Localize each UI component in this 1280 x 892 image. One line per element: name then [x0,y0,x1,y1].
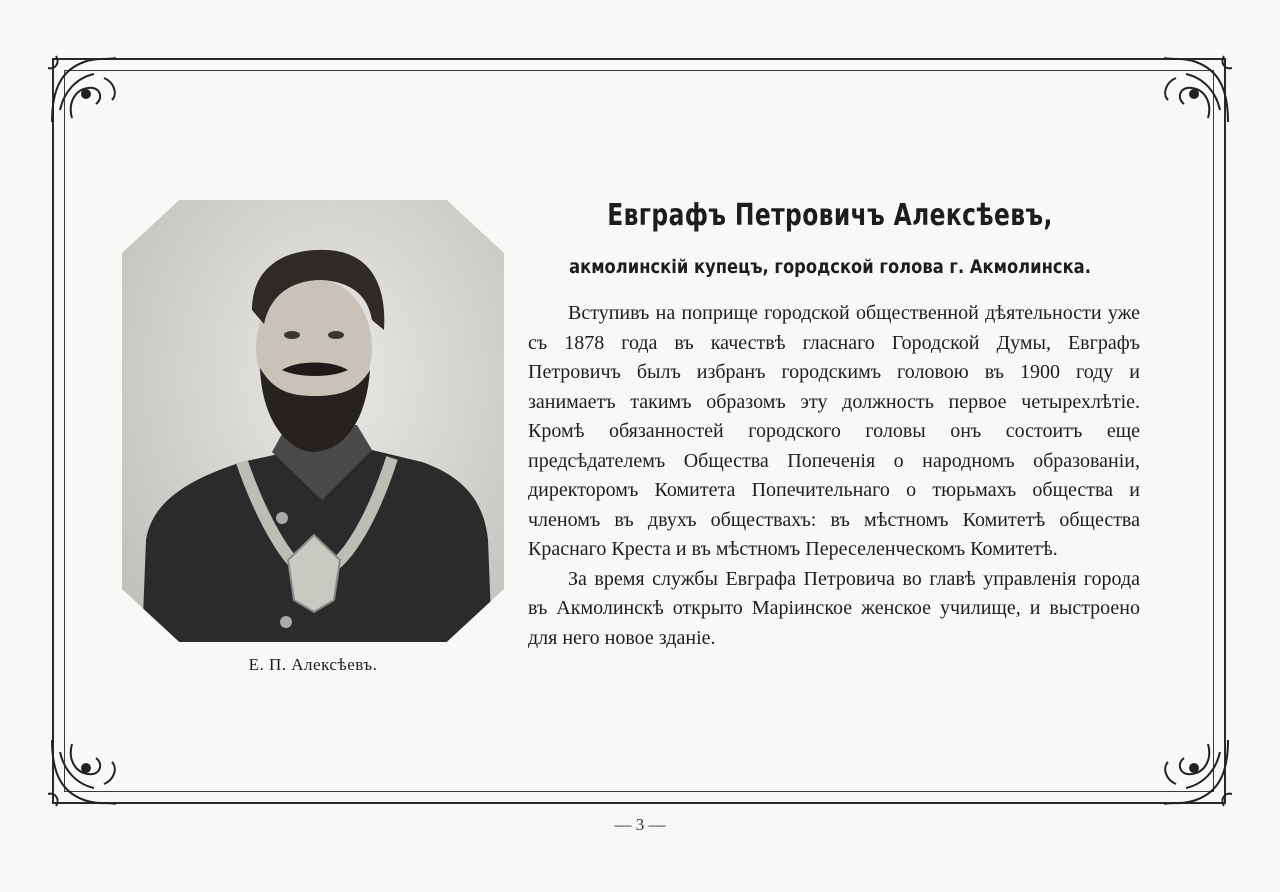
biography-text [528,299,1140,653]
corner-ornament-bottom-left [42,730,126,814]
page-number: — 3 — [614,815,666,834]
portrait-caption: Е. П. Алексѣевъ. [248,655,378,674]
corner-ornament-top-right [1154,48,1238,132]
paragraph-1: Вступивъ на поприще городской общественной дѣятельности уже съ 1878 года въ качествѣ гласнаго Городской Думы, Евграфъ Петровичъ былъ избранъ городскимъ головою въ 1900 году и занимаетъ такимъ образомъ эту должность первое четырехлѣтіе. Кромѣ обязанностей городского головы онъ состоитъ еще предсѣдателемъ Общества Попеченія о народномъ образованіи, директоромъ Комитета Попечительнаго о тюрьмахъ общества и членомъ въ двухъ обществахъ: въ мѣстномъ Комитетѣ общества Краснаго Креста и въ мѣстномъ Переселенческомъ Комитетѣ. [528,302,1140,560]
paragraph-2: За время службы Евграфа Петровича во главѣ управленія города въ Акмолинскѣ открыто Маріинское женское училище, и выстроено для него новое зданіе. [528,567,1140,649]
corner-ornament-bottom-right [1154,730,1238,814]
portrait-photo [122,200,504,642]
corner-ornament-top-left [42,48,126,132]
page-subtitle: акмолинскій купецъ, городской голова г. Акмолинска. [569,256,1091,278]
page-title: Евграфъ Петровичъ Алексѣевъ, [607,198,1053,233]
